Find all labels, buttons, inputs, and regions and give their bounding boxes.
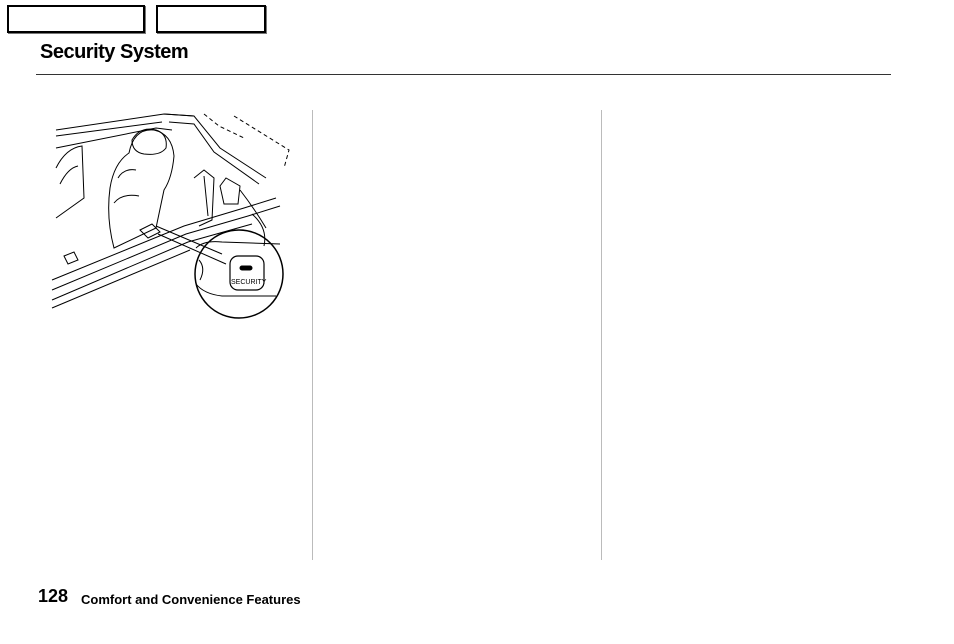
security-button-label: SECURITY [231,279,267,286]
section-name: Comfort and Convenience Features [81,592,301,607]
column-divider-right [601,110,602,560]
page-title: Security System [40,41,189,63]
nav-button-table-of-contents[interactable] [156,5,266,33]
security-button-illustration [44,108,302,326]
nav-button-main-menu[interactable] [7,5,145,33]
column-divider-left [312,110,313,560]
page-number: 128 [38,586,69,606]
title-divider [36,74,891,75]
